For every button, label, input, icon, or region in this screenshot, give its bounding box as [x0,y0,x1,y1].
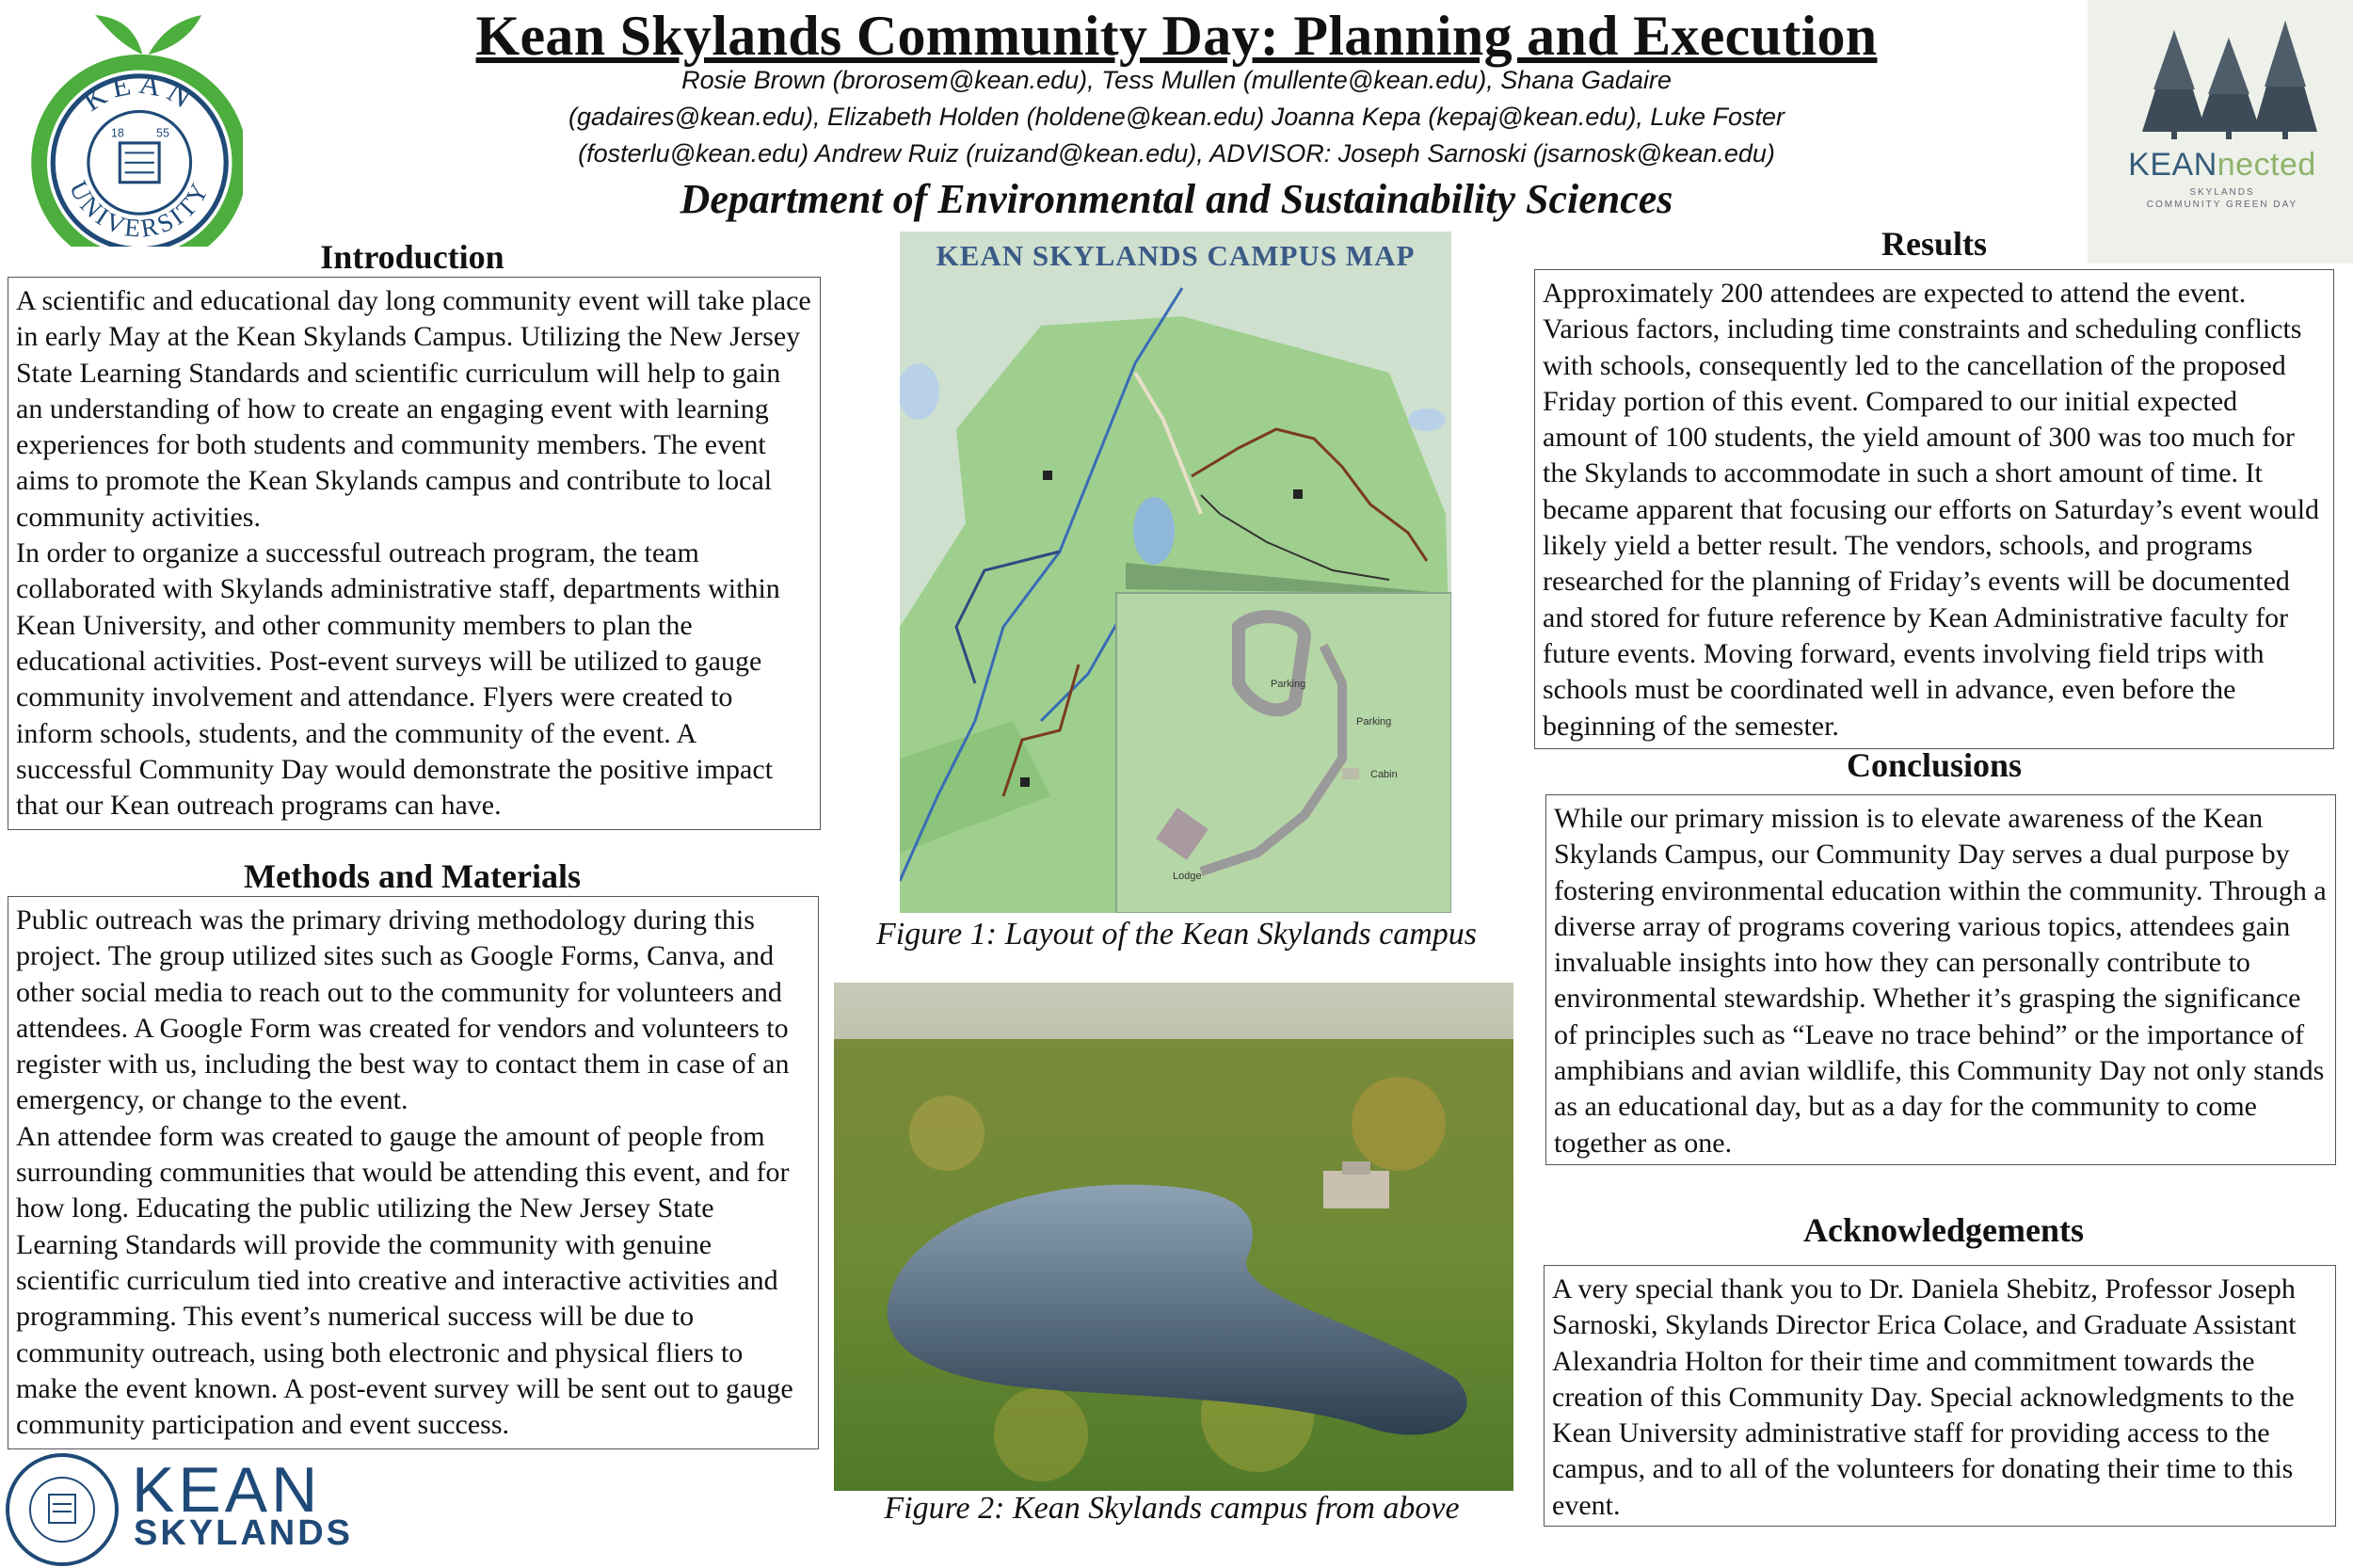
acknowledgements-heading: Acknowledgements [1803,1211,2084,1249]
introduction-text: A scientific and educational day long community event will take place in early May at the Kean Skylands Campus. Utilizing the New Jersey State Learning Standards and scientific curriculum will help to gain an understanding of how to create an engaging event with learning experiences for both students and community members. The event aims to promote the Kean Skylands campus and contribute to local community activities. In order to organize a successful outreach program, the team collaborated with Skylands administrative staff, departments within Kean University, and other community members to plan the educational activities. Post-event surveys will be utilized to gauge community involvement and attendance. Flyers were created to inform schools, students, and the community of the event. A successful Community Day would demonstrate the positive impact that our Kean outreach programs can have. [8,277,821,830]
campus-map [900,232,1451,913]
knected-brand-b: nected [2217,147,2316,183]
logo-ring-bottom-text: UNIVERSITY [63,176,216,243]
map-inset [1116,593,1451,913]
lodge-building [1323,1171,1389,1208]
keannected-wordmark [2095,147,2349,184]
label-parking-1: Parking [1271,679,1306,690]
lake [1133,497,1175,565]
methods-heading: Methods and Materials [244,857,581,895]
conclusions-text: While our primary mission is to elevate awareness of the Kean Skylands Campus, our Community Day serves a dual purpose by fostering environmental education within the community. Through a diverse array of programs covering various topics, attendees gain invaluable insights into how they can personally contribute to environmental stewardship. Whether it’s grasping the significance of principles such as “Leave no trace behind” or the importance of amphibians and avian wildlife, this Community Day not only stands as an educational day, but as a day for the community to come together as one. [1545,794,2336,1165]
knected-sub-line-1: SKYLANDS [2189,187,2255,198]
knected-brand-a: KEAN [2128,147,2217,183]
figure1-caption: Figure 1: Layout of the Kean Skylands campus [875,917,1478,952]
aerial-photo [834,983,1513,1491]
knected-sub-line-2: COMMUNITY GREEN DAY [2146,200,2298,210]
kean-skylands-seal [4,1451,120,1568]
kean-university-logo [26,0,243,247]
leaf-right-icon [149,15,201,55]
poster-title: Kean Skylands Community Day: Planning and Execution [475,5,1878,67]
results-heading: Results [1881,225,1987,263]
leaf-left-icon [95,15,142,55]
author-line-2: (gadaires@kean.edu), Elizabeth Holden (holdene@kean.edu) Joanna Kepa (kepaj@kean.edu), Luke Foster [568,103,1785,131]
acknowledgements-text: A very special thank you to Dr. Daniela Shebitz, Professor Joseph Sarnoski, Skylands Director Erica Colace, and Graduate Assistant Alexandria Holton for their time and commitment towards the creation of this Community Day. Special acknowledgments to the Kean University administrative staff for providing access to the campus, and to all of the volunteers for donating their time to this event. [1544,1265,2336,1527]
author-list [489,62,1864,172]
map-marker-icon [1020,777,1030,787]
figure2-caption: Figure 2: Kean Skylands campus from above [884,1491,1460,1526]
department-name: Department of Environmental and Sustainability Sciences [680,176,1673,222]
pine-trees-icon [2088,0,2353,141]
label-parking-2: Parking [1356,716,1392,728]
logo-year-left: 18 [110,126,124,140]
skylands-wordmark-skylands: SKYLANDS [134,1513,354,1553]
map-title: KEAN SKYLANDS CAMPUS MAP [936,239,1416,272]
logo-year-right: 55 [156,126,169,140]
keannected-subtitle [2095,186,2349,211]
author-line-3: (fosterlu@kean.edu) Andrew Ruiz (ruizand@kean.edu), ADVISOR: Joseph Sarnoski (jsarnosk@kean.edu) [578,139,1775,168]
logo-ring-top-text: KEAN [76,66,202,118]
introduction-heading: Introduction [320,238,504,276]
label-lodge: Lodge [1173,871,1202,882]
skylands-wordmark-kean: KEAN [132,1454,322,1526]
conclusions-heading: Conclusions [1846,746,2023,784]
map-marker-icon [1043,471,1052,480]
author-line-1: Rosie Brown (brorosem@kean.edu), Tess Mullen (mullente@kean.edu), Shana Gadaire [681,66,1672,94]
results-text: Approximately 200 attendees are expected to attend the event. Various factors, including time constraints and scheduling conflicts with schools, consequently led to the cancellation of the proposed Friday portion of this event. Compared to our initial expected amount of 100 students, the yield amount of 300 was too much for the Skylands to accommodate in such a short amount of time. It became apparent that focusing our efforts on Saturday’s event would likely yield a better result. The vendors, schools, and programs researched for the planning of Friday’s events will be documented and stored for future reference by Kean Administrative faculty for future events. Moving forward, events involving field trips with schools must be coordinated well in advance, even before the beginning of the semester. [1534,269,2334,749]
methods-text: Public outreach was the primary driving methodology during this project. The group utilized sites such as Google Forms, Canva, and other social media to reach out to the community for volunteers and attendees. A Google Form was created for vendors and volunteers to register with us, including the best way to contact them in case of an emergency, or change to the event. An attendee form was created to gauge the amount of people from surrounding communities that would be attending this event, and for how long. Educating the public utilizing the New Jersey State Learning Standards will provide the community with genuine scientific curriculum tied into creative and interactive activities and programming. This event’s numerical success will be due to community outreach, using both electronic and physical fliers to make the event known. A post-event survey will be sent out to gauge community participation and event success. [8,896,819,1449]
map-marker-icon [1293,489,1303,499]
label-cabin: Cabin [1370,769,1398,780]
